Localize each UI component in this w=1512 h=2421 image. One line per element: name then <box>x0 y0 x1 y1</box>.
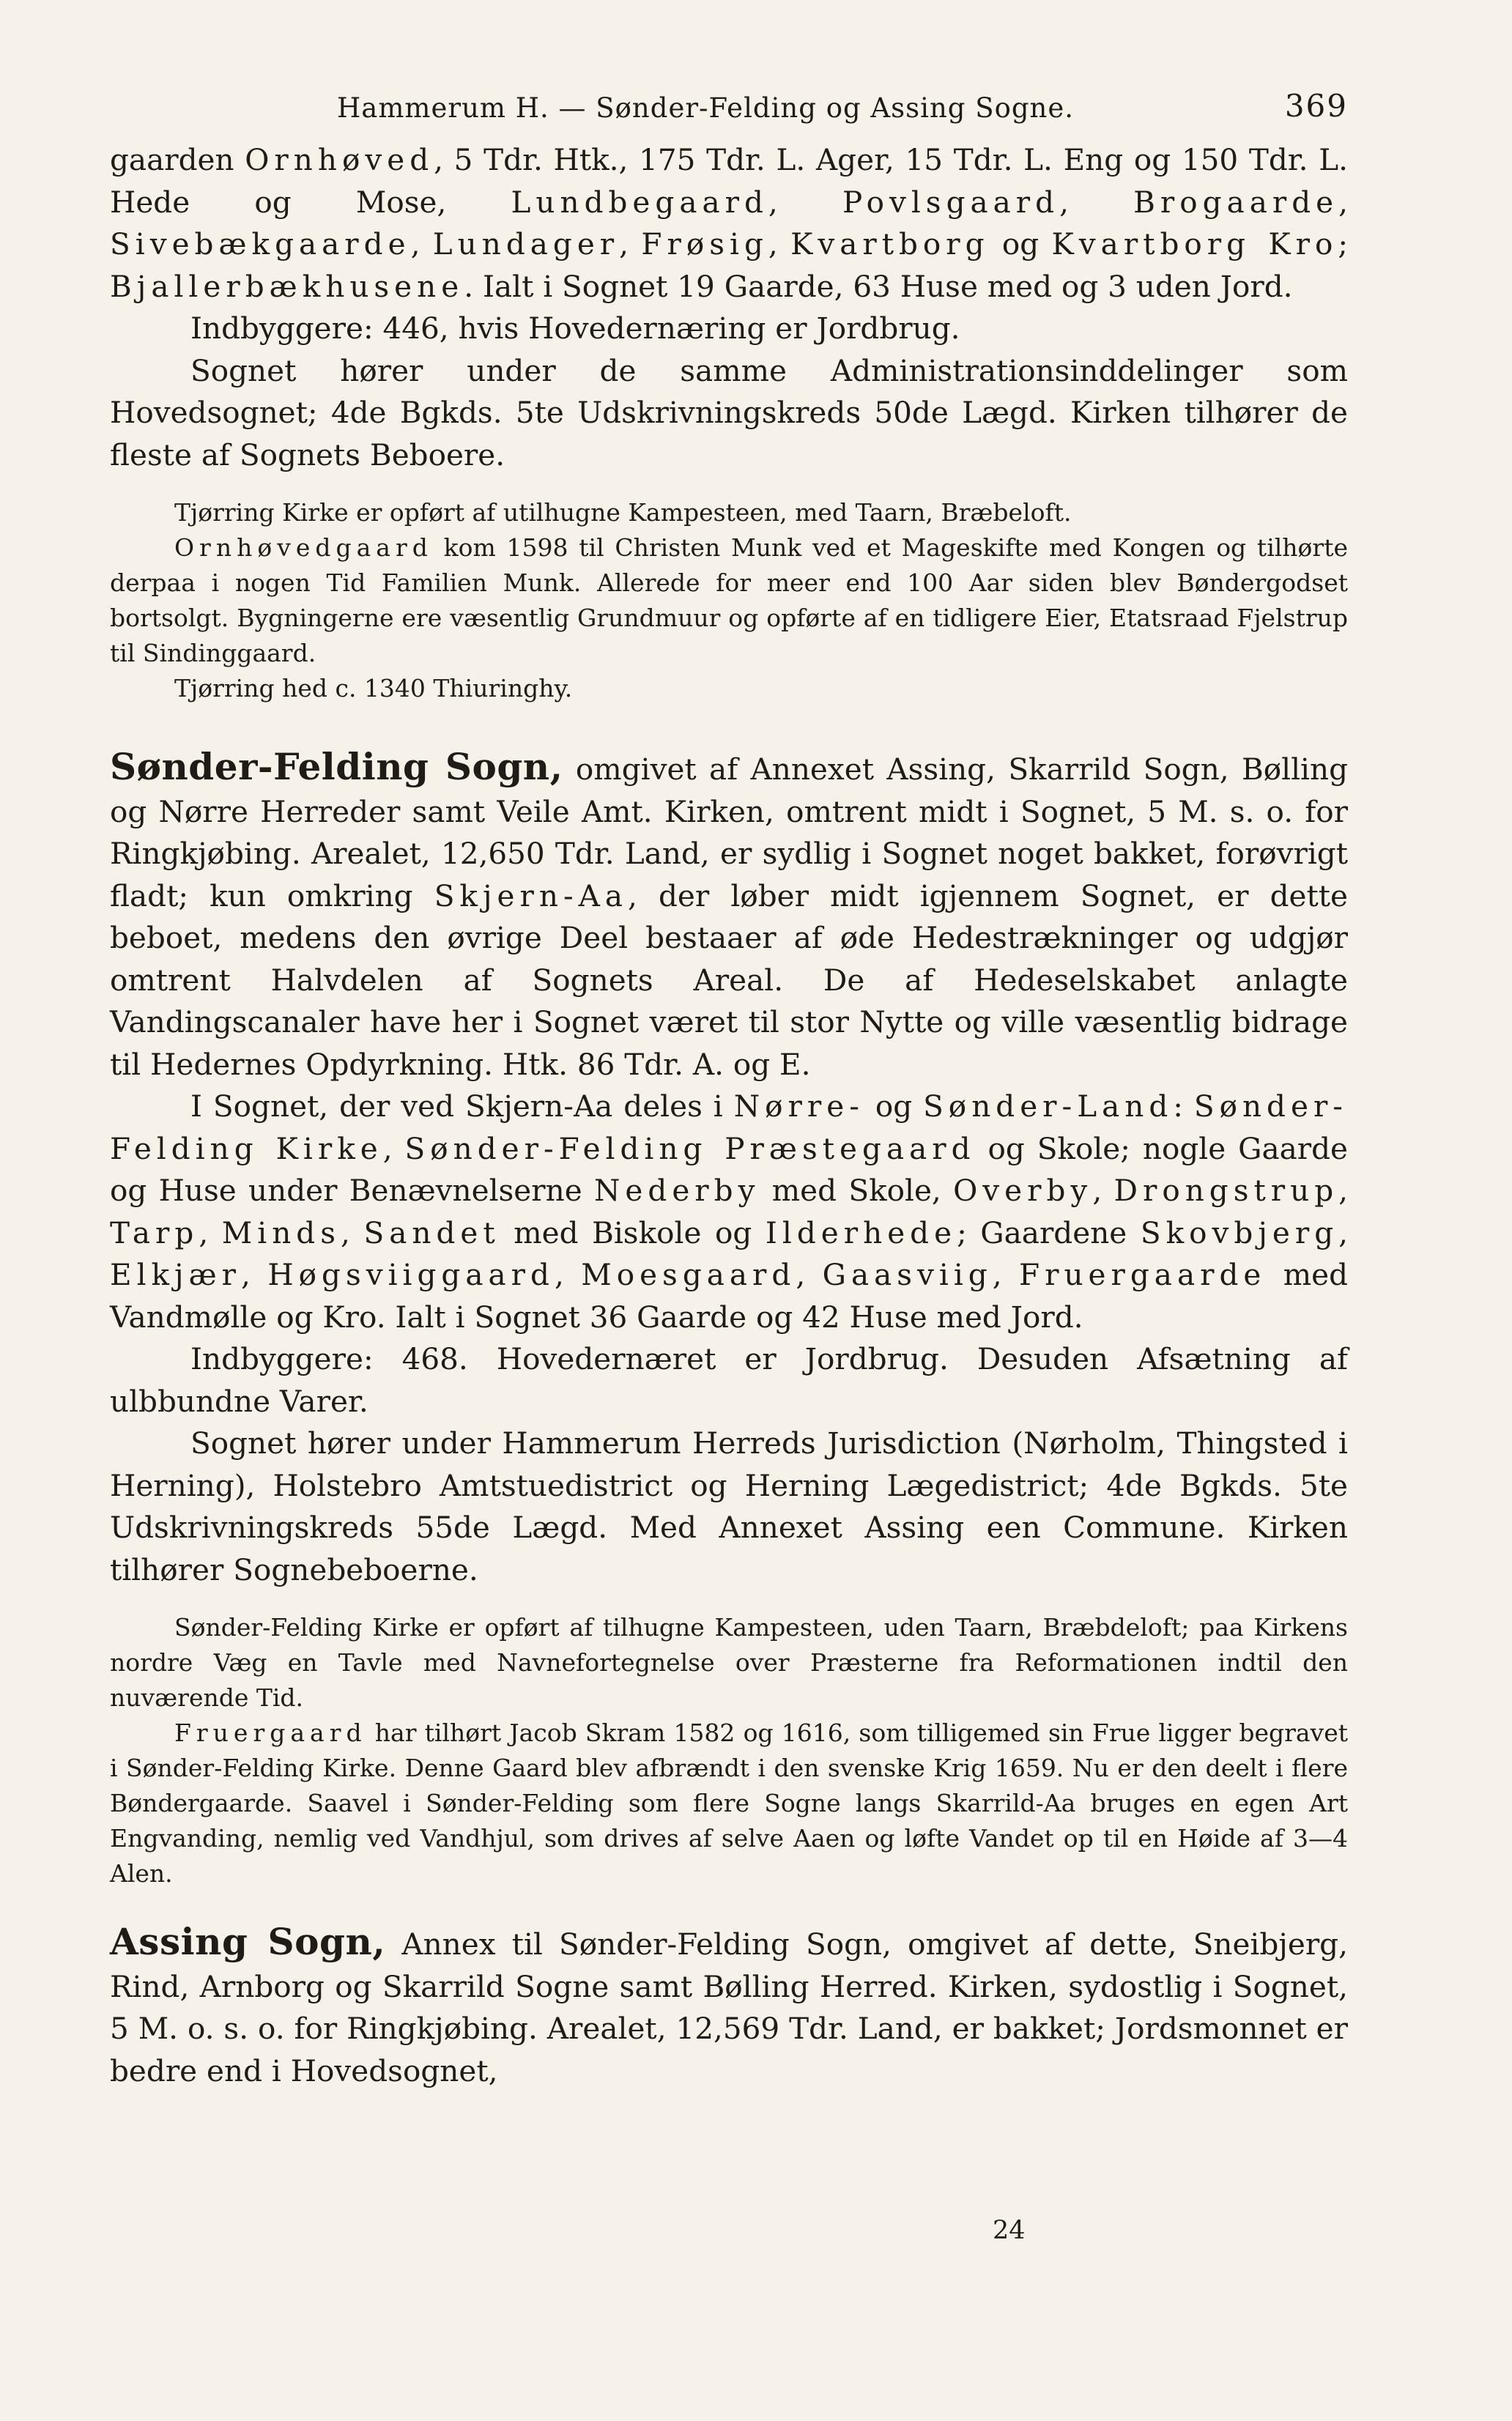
page-number: 369 <box>1284 88 1348 124</box>
note-sonder-felding-church: Sønder-Felding Kirke er opført af tilhugne Kampesteen, uden Taarn, Bræbdeloft; paa Kirkens nordre Væg en Tavle med Navnefortegnelse over Præsterne fra Reformationen indtil den nuværende Tid. <box>110 1613 1348 1712</box>
note-tjorring-name: Tjørring hed c. 1340 Thiuringhy. <box>174 674 573 702</box>
note-ornhovedgaard: Ornhøvedgaard kom 1598 til Christen Munk ved et Mageskifte med Kongen og tilhørte derpaa i nogen Tid Familien Munk. Allerede for meer end 100 Aar siden blev Bøndergodset bortsolgt. Bygningerne ere væsentlig Grundmuur og opførte af en tidligere Eier, Etatsraad Fjelstrup til Sindinggaard. <box>110 533 1348 667</box>
signature-mark: 24 <box>993 2216 1026 2245</box>
page <box>110 88 1348 2373</box>
heading-assing: Assing Sogn, <box>110 1920 386 1963</box>
paragraph-sonder-felding-population: Indbyggere: 468. Hovedernæret er Jordbrug. Desuden Afsætning af ulbbundne Varer. <box>110 1341 1348 1419</box>
paragraph-tjorring-population: Indbyggere: 446, hvis Hovedernæring er Jordbrug. <box>190 311 960 346</box>
paragraph-sonder-felding-administration: Sognet hører under Hammerum Herreds Jurisdiction (Nørholm, Thingsted i Herning), Holstebro Amtstuedistrict og Herning Lægedistrict; 4de Bgkds. 5te Udskrivningskreds 55de Lægd. Med Annexet Assing een Commune. Kirken tilhører Sognebeboerne. <box>110 1425 1348 1587</box>
paragraph-tjorring-administration: Sognet hører under de samme Administrationsinddelinger som Hovedsognet; 4de Bgkds. 5te Udskrivningskreds 50de Lægd. Kirken tilhører de fleste af Sognets Beboere. <box>110 352 1348 472</box>
note-tjorring-church: Tjørring Kirke er opført af utilhugne Kampesteen, med Taarn, Bræbeloft. <box>174 498 1072 527</box>
paragraph-tjorring-places: gaarden Ornhøved, 5 Tdr. Htk., 175 Tdr. L. Ager, 15 Tdr. L. Eng og 150 Tdr. L. Hede og Mose, Lundbegaard, Povlsgaard, Brogaarde, Sivebækgaarde, Lundager, Frøsig, Kvartborg og Kvartborg Kro; Bjallerbækhusene. Ialt i Sognet 19 Gaarde, 63 Huse med og 3 uden Jord. <box>110 142 1349 304</box>
section-sonder-felding: Sønder-Felding Sogn, omgivet af Annexet Assing, Skarrild Sogn, Bølling og Nørre Herreder samt Veile Amt. Kirken, omtrent midt i Sognet, 5 M. s. o. for Ringkjøbing. Arealet, 12,650 Tdr. Land, er sydlig i Sognet noget bakket, forøvrigt fladt; kun omkring Skjern-Aa, der løber midt igjennem Sognet, er dette beboet, medens den øvrige Deel bestaaer af øde Hedestrækninger og udgjør omtrent Halvdelen af Sognets Areal. De af Hedeselskabet anlagte Vandingscanaler have her i Sognet været til stor Nytte og ville væsentlig bidrage til Hedernes Opdyrkning. Htk. 86 Tdr. A. og E. <box>110 745 1348 1082</box>
running-head <box>110 88 1348 139</box>
section-assing: Assing Sogn, Annex til Sønder-Felding Sogn, omgivet af dette, Sneibjerg, Rind, Arnborg og Skarrild Sogne samt Bølling Herred. Kirken, sydostlig i Sognet, 5 M. o. s. o. for Ringkjøbing. Arealet, 12,569 Tdr. Land, er bakket; Jordsmonnet er bedre end i Hovedsognet, <box>110 1920 1348 2088</box>
note-fruergaard: Fruergaard har tilhørt Jacob Skram 1582 og 1616, som tilligemed sin Frue ligger begravet i Sønder-Felding Kirke. Denne Gaard blev afbrændt i den svenske Krig 1659. Nu er den deelt i flere Bøndergaarde. Saavel i Sønder-Felding som flere Sogne langs Skarrild-Aa bruges en egen Art Engvanding, nemlig ved Vandhjul, som drives af selve Aaen og løfte Vandet op til en Høide af 3—4 Alen. <box>110 1719 1348 1888</box>
heading-sonder-felding: Sønder-Felding Sogn, <box>110 745 563 788</box>
paragraph-sonder-felding-places: I Sognet, der ved Skjern-Aa deles i Nørre- og Sønder-Land: Sønder-Felding Kirke, Sønder-Felding Præstegaard og Skole; nogle Gaarde og Huse under Benævnelserne Nederby med Skole, Overby, Drongstrup, Tarp, Minds, Sandet med Biskole og Ilderhede; Gaardene Skovbjerg, Elkjær, Høgsviiggaard, Moesgaard, Gaasviig, Fruergaarde med Vandmølle og Kro. Ialt i Sognet 36 Gaarde og 42 Huse med Jord. <box>110 1089 1349 1335</box>
running-title: Hammerum H. — Sønder-Felding og Assing Sogne. <box>337 92 1075 124</box>
